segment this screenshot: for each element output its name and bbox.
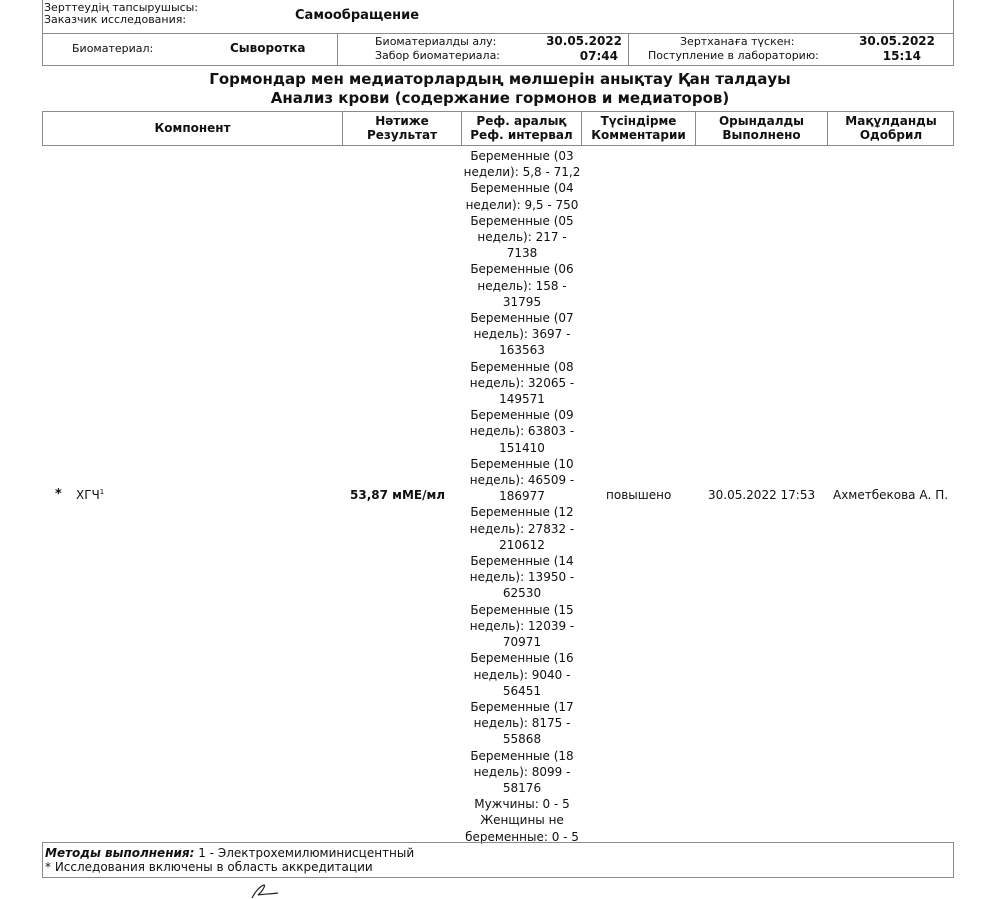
ref-line: Беременные (04 — [470, 181, 574, 196]
ref-line: Женщины не — [480, 813, 564, 828]
col-header-ref-kz: Реф. аралық — [476, 114, 567, 128]
ref-line: Беременные (06 — [470, 262, 574, 277]
col-header-approved-kz: Мақұлданды — [845, 114, 937, 128]
row-ref-interval — [462, 148, 582, 845]
ref-line: 149571 — [499, 392, 545, 407]
ref-line: недель): 46509 - — [469, 473, 575, 488]
ref-line: 58176 — [502, 780, 542, 795]
col-header-result-ru: Результат — [366, 128, 438, 142]
ref-line: недель): 8175 - — [473, 716, 571, 731]
collection-time: 07:44 — [579, 49, 618, 63]
ref-line: 163563 — [499, 343, 545, 358]
signature-mark — [240, 882, 280, 899]
col-header-result-kz: Нәтиже — [375, 114, 429, 128]
info-vdiv-2 — [628, 33, 629, 66]
ref-line: Беременные (07 — [470, 311, 574, 326]
ref-line: Беременные (15 — [470, 602, 574, 617]
ref-line: 55868 — [502, 732, 542, 747]
ref-line: Беременные (09 — [470, 408, 574, 423]
info-divider — [42, 33, 954, 34]
title-kz: Гормондар мен медиаторлардың мөлшерін анықтау Қан талдауы — [209, 70, 791, 88]
methods-value: 1 - Электрохемилюминисцентный — [194, 846, 415, 860]
arrival-date: 30.05.2022 — [859, 34, 935, 48]
ref-line: Беременные (17 — [470, 699, 574, 714]
row-comment: повышено — [606, 488, 672, 502]
row-component — [76, 488, 104, 502]
ref-line: 151410 — [499, 440, 545, 455]
ref-line: недель): 9040 - — [473, 667, 571, 682]
ref-line: 56451 — [502, 683, 542, 698]
row-approved: Ахметбекова А. П. — [833, 488, 949, 502]
col-header-performed-kz: Орындалды — [718, 114, 805, 128]
customer-value: Самообращение — [295, 8, 420, 23]
ref-line: недель): 3697 - — [473, 327, 571, 342]
col-header-ref — [462, 114, 581, 142]
ref-line: Беременные (10 — [470, 456, 574, 471]
ref-line: беременные: 0 - 5 — [465, 829, 579, 844]
collection-date: 30.05.2022 — [546, 34, 622, 48]
component-footnote: 1 — [99, 488, 105, 496]
ref-line: Беременные (14 — [470, 554, 574, 569]
row-star: * — [55, 487, 62, 502]
ref-line: 31795 — [502, 294, 542, 309]
ref-line: недели): 5,8 - 71,2 — [463, 165, 581, 180]
biomaterial-label: Биоматериал: — [72, 42, 154, 55]
col-header-component: Компонент — [154, 121, 231, 135]
ref-line: Мужчины: 0 - 5 — [474, 797, 570, 812]
col-header-result — [343, 114, 461, 142]
ref-line: 210612 — [499, 537, 545, 552]
accreditation-note: * Исследования включены в область аккредитации — [45, 860, 373, 874]
ref-line: недель): 158 - — [477, 278, 567, 293]
ref-line: Беременные (16 — [470, 651, 574, 666]
arrival-label-ru: Поступление в лабораторию: — [648, 49, 819, 62]
col-header-comment-kz: Түсіндірме — [600, 114, 677, 128]
ref-line: Беременные (05 — [470, 213, 574, 228]
col-header-ref-ru: Реф. интервал — [470, 128, 573, 142]
customer-label-kz: Зерттеудің тапсырушысы: — [44, 1, 199, 14]
title-ru: Анализ крови (содержание гормонов и медиаторов) — [270, 89, 730, 107]
collection-label-ru: Забор биоматериала: — [375, 49, 501, 62]
ref-line: недель): 8099 - — [473, 764, 571, 779]
row-result: 53,87 мМЕ/мл — [350, 488, 446, 502]
ref-line: недель): 13950 - — [469, 570, 575, 585]
ref-line: недель): 12039 - — [469, 618, 575, 633]
ref-line: Беременные (03 — [470, 149, 574, 163]
col-header-comment — [582, 114, 695, 142]
ref-line: недель): 27832 - — [469, 521, 575, 536]
ref-line: Беременные (08 — [470, 359, 574, 374]
ref-line: недель): 63803 - — [469, 424, 575, 439]
ref-line: 70971 — [502, 635, 542, 650]
ref-line: недель): 32065 - — [469, 375, 575, 390]
arrival-label-kz: Зертханаға түскен: — [680, 35, 795, 48]
methods-label: Методы выполнения: — [45, 846, 195, 860]
col-header-performed — [696, 114, 827, 142]
methods-line — [45, 846, 414, 860]
component-name: ХГЧ — [76, 488, 100, 502]
collection-label-kz: Биоматериалды алу: — [375, 35, 497, 48]
row-performed: 30.05.2022 17:53 — [708, 488, 816, 502]
ref-line: 7138 — [506, 246, 538, 261]
ref-line: Беременные (12 — [470, 505, 574, 520]
biomaterial-value: Сыворотка — [230, 41, 306, 55]
ref-line: недель): 217 - — [477, 230, 567, 245]
customer-label-ru: Заказчик исследования: — [44, 13, 187, 26]
ref-line: 186977 — [499, 489, 545, 504]
ref-line: 62530 — [502, 586, 542, 601]
col-header-approved-ru: Одобрил — [859, 128, 923, 142]
arrival-time: 15:14 — [882, 49, 921, 63]
ref-line: недели): 9,5 - 750 — [465, 197, 579, 212]
ref-line: Беременные (18 — [470, 748, 574, 763]
col-header-approved — [828, 114, 954, 142]
col-header-performed-ru: Выполнено — [722, 128, 801, 142]
info-vdiv-1 — [337, 33, 338, 66]
col-header-comment-ru: Комментарии — [591, 128, 686, 142]
